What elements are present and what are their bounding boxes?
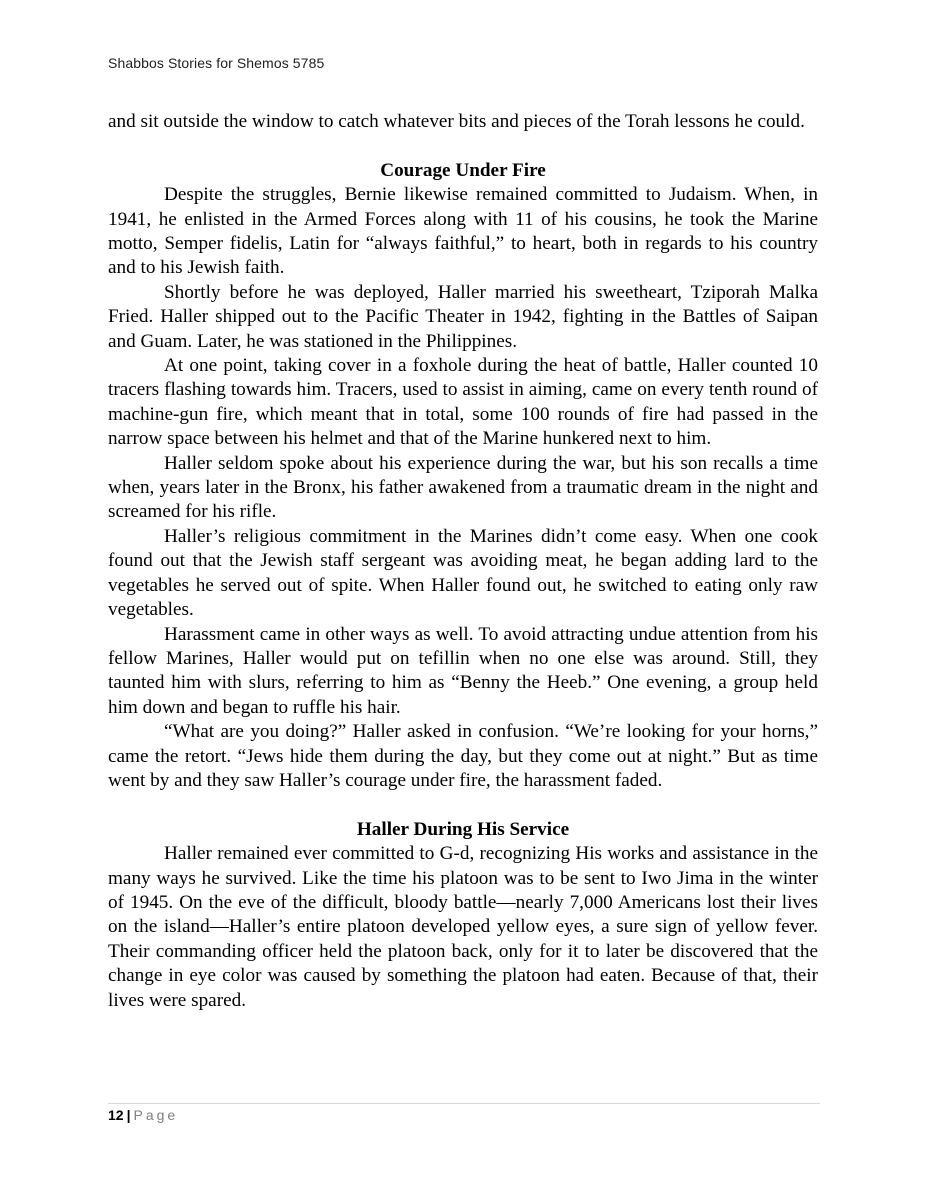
paragraph: Despite the struggles, Bernie likewise remained committed to Judaism. When, in 1941, he enlisted in the Armed Forces along with 11 of his cousins, he took the Marine motto, Semper fidelis, Latin for “always faithful,” to heart, both in regards to his country and to his Jewish faith.	[108, 184, 818, 279]
paragraph: At one point, taking cover in a foxhole during the heat of battle, Haller counted 10 tracers flashing towards him. Tracers, used to assist in aiming, came on every tenth round of machine-gun fire, which meant that in total, some 100 rounds of fire had passed in the narrow space between his helmet and that of the Marine hunkered next to him.	[108, 355, 818, 450]
page-number: 12	[108, 1107, 124, 1123]
paragraph: Haller’s religious commitment in the Marines didn’t come easy. When one cook found out that the Jewish staff sergeant was avoiding meat, he began adding lard to the vegetables he served out of spite. When Haller found out, he switched to eating only raw vegetables.	[108, 525, 818, 621]
section-spacer	[108, 793, 818, 817]
footer-divider	[108, 1103, 820, 1104]
paragraph: Shortly before he was deployed, Haller married his sweetheart, Tziporah Malka Fried. Haller shipped out to the Pacific Theater in 1942, fighting in the Battles of Saipan and Guam. Later, he was stationed in the Philippines.	[108, 281, 818, 352]
body-text	[108, 110, 818, 1013]
paragraph: Haller seldom spoke about his experience during the war, but his son recalls a time when, years later in the Bronx, his father awakened from a traumatic dream in the night and screamed for his rifle.	[108, 452, 818, 523]
section-heading-service: Haller During His Service	[356, 818, 570, 840]
continuation-paragraph: and sit outside the window to catch whatever bits and pieces of the Torah lessons he could.	[108, 111, 805, 132]
paragraph: Harassment came in other ways as well. To avoid attracting undue attention from his fellow Marines, Haller would put on tefillin when no one else was around. Still, they taunted him with slurs, referring to him as “Benny the Heeb.” One evening, a group held him down and began to ruffle his hair.	[108, 623, 818, 718]
page-label: Page	[133, 1107, 179, 1123]
section-heading-courage: Courage Under Fire	[380, 159, 546, 181]
section-spacer	[108, 134, 818, 158]
footer-separator: |	[126, 1107, 131, 1123]
paragraph: Haller remained ever committed to G-d, recognizing His works and assistance in the many ways he survived. Like the time his platoon was to be sent to Iwo Jima in the winter of 1945. On the eve of the difficult, bloody battle—nearly 7,000 Americans lost their lives on the island—Haller’s entire platoon developed yellow eyes, a sure sign of yellow fever. Their commanding officer held the platoon back, only for it to later be discovered that the change in eye color was caused by something the platoon had eaten. Because of that, their lives were spared.	[108, 843, 818, 1011]
running-header: Shabbos Stories for Shemos 5785	[108, 55, 325, 71]
page-footer	[108, 1107, 178, 1123]
paragraph: “What are you doing?” Haller asked in confusion. “We’re looking for your horns,” came the retort. “Jews hide them during the day, but they come out at night.” But as time went by and they saw Haller’s courage under fire, the harassment faded.	[108, 721, 818, 791]
